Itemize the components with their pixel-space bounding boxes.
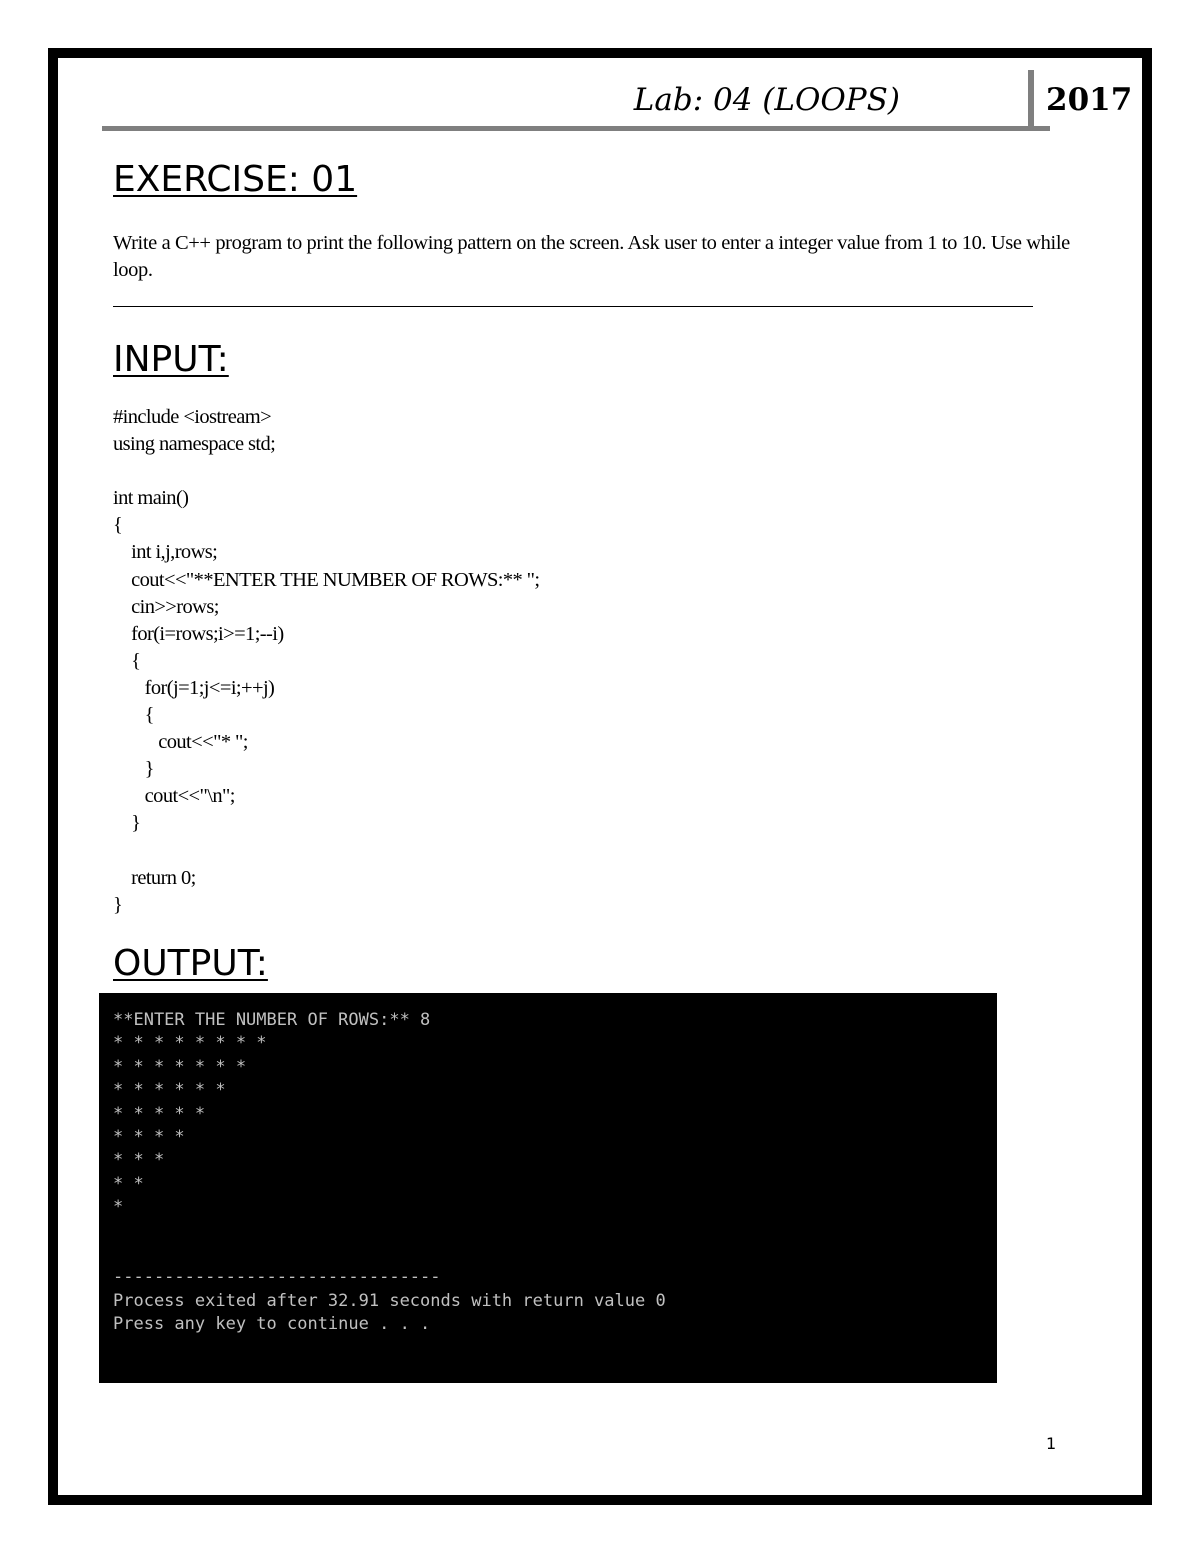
console-line — [113, 1243, 983, 1266]
console-line: * * * * * * — [113, 1080, 226, 1101]
page-number: 1 — [1046, 1434, 1057, 1453]
console-line: Press any key to continue . . . — [113, 1314, 431, 1335]
header-divider — [1028, 70, 1034, 128]
input-heading: INPUT: — [113, 339, 229, 380]
console-line: * * * * * * * * — [113, 1033, 267, 1054]
page-header — [102, 70, 1133, 132]
console-line — [113, 1220, 983, 1243]
console-line: * * — [113, 1173, 144, 1194]
section-separator — [113, 306, 1033, 307]
console-line: * * * — [113, 1150, 165, 1171]
console-output — [99, 993, 997, 1383]
header-rule — [102, 126, 1050, 131]
console-line: * * * * — [113, 1126, 185, 1147]
lab-year: 2017 — [1046, 82, 1133, 118]
console-line: * — [113, 1197, 124, 1218]
console-line: -------------------------------- — [113, 1267, 441, 1288]
console-line: **ENTER THE NUMBER OF ROWS:** 8 — [113, 1010, 431, 1030]
console-line: * * * * * * * — [113, 1056, 247, 1077]
exercise-prompt: Write a C++ program to print the following pattern on the screen. Ask user to enter a integer value from 1 to 10. Use while loop. — [113, 232, 1070, 281]
output-heading: OUTPUT: — [113, 943, 268, 984]
console-line: * * * * * — [113, 1103, 206, 1124]
exercise-heading: EXERCISE: 01 — [113, 159, 358, 200]
console-line: Process exited after 32.91 seconds with return value 0 — [113, 1290, 666, 1311]
lab-title: Lab: 04 (LOOPS) — [633, 82, 900, 118]
source-code: #include <iostream> using namespace std; int main() { int i,j,rows; cout<<"**ENTER THE NUMBER OF ROWS:** "; cin>>rows; for(i=rows;i>=1;--i) { for(j=1;j<=i;++j) { cout<<"* "; } cout<<"\n"; } return 0; } — [113, 406, 540, 916]
